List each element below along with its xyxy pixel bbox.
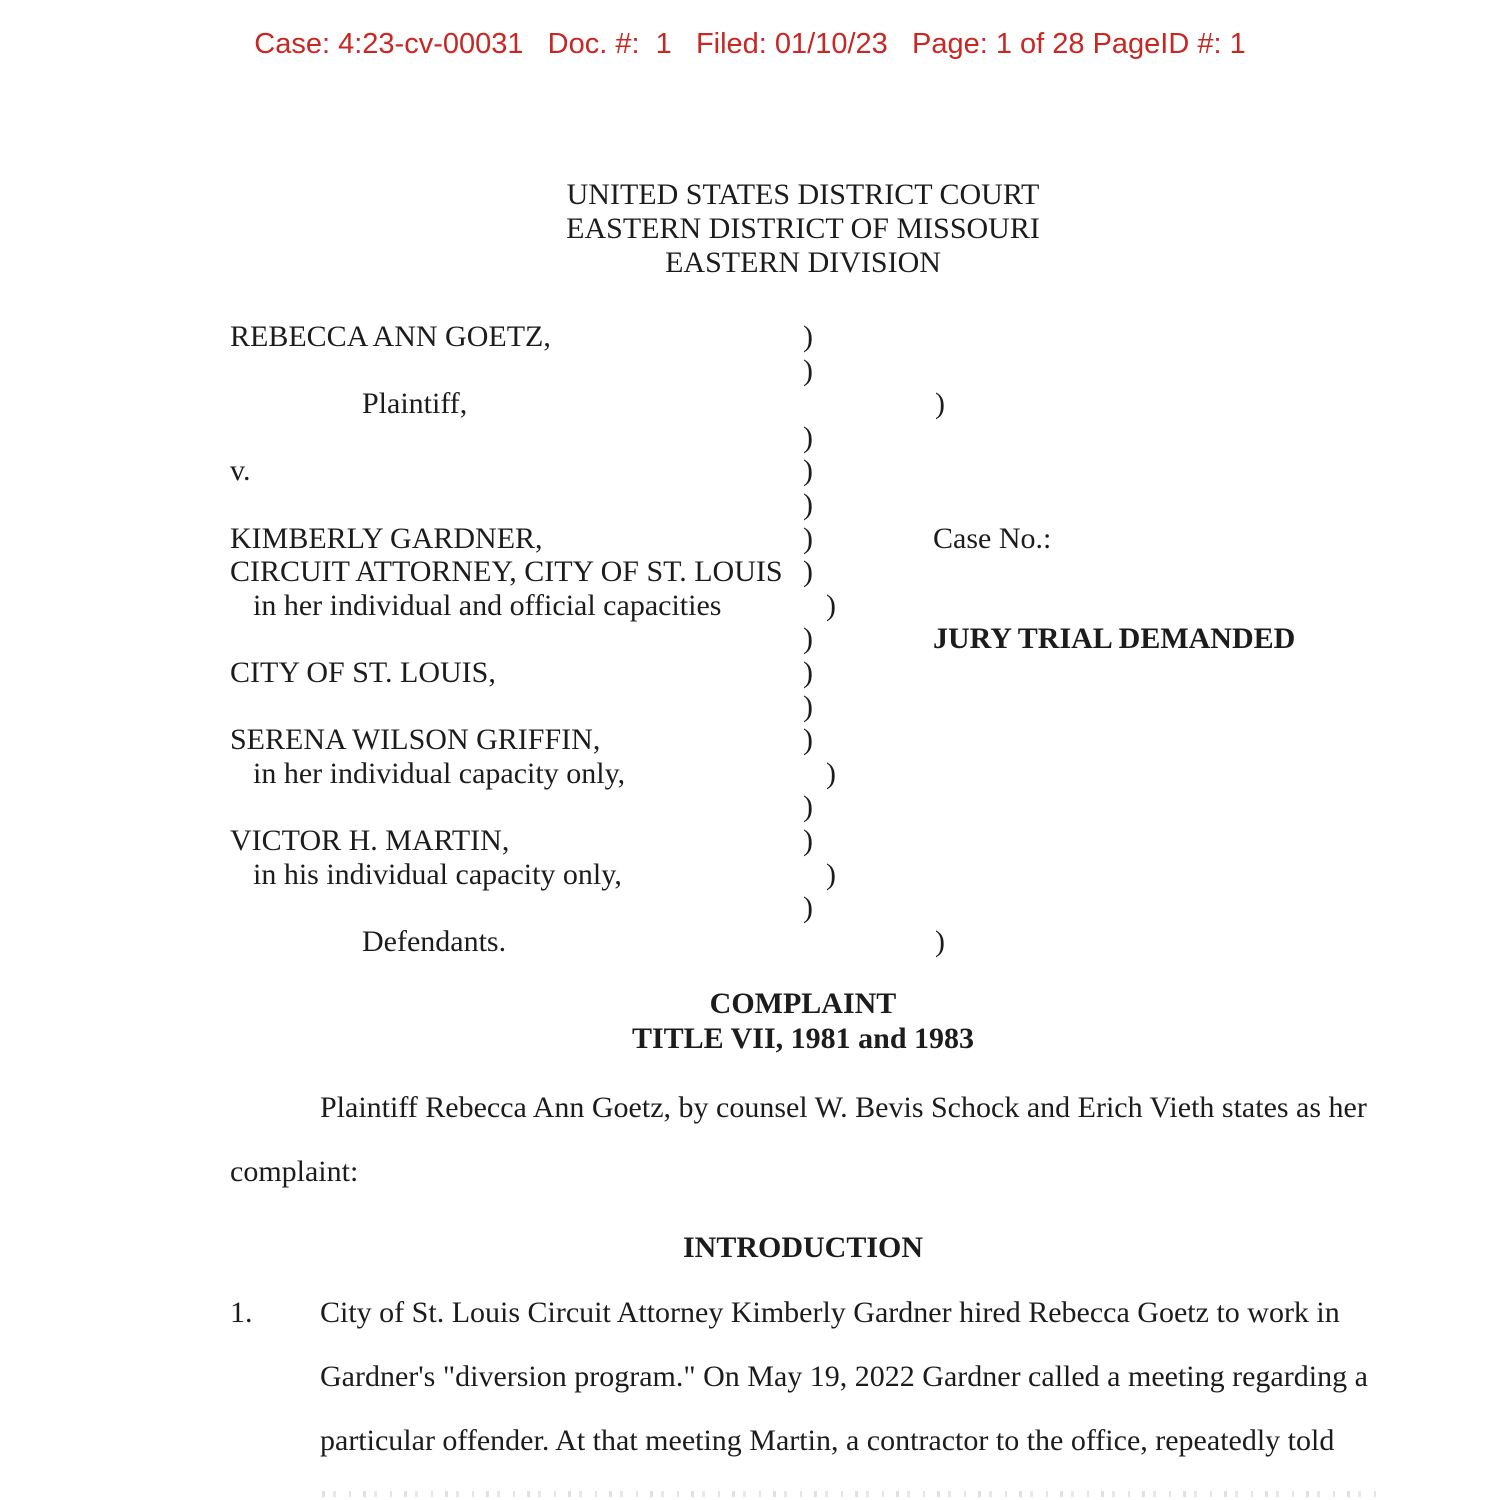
caption-paren: ) bbox=[803, 723, 813, 757]
caption-row bbox=[230, 891, 1470, 925]
party-text bbox=[230, 690, 803, 724]
party-text: KIMBERLY GARDNER, bbox=[230, 521, 543, 555]
caption-paren: ) bbox=[803, 353, 813, 387]
party-text: in her individual and official capacities bbox=[253, 588, 722, 622]
case-caption bbox=[230, 320, 1470, 958]
caption-paren: ) bbox=[803, 320, 813, 353]
party-text: in his individual capacity only, bbox=[253, 857, 622, 891]
paragraph-text: Gardner's "diversion program." On May 19, 2022 Gardner called a meeting regarding a bbox=[320, 1360, 1368, 1393]
paragraph-line bbox=[230, 1425, 1410, 1489]
caption-paren: ) bbox=[803, 454, 813, 488]
court-heading-line: UNITED STATES DISTRICT COURT bbox=[566, 178, 1040, 211]
caption-row bbox=[230, 690, 1470, 724]
caption-row bbox=[230, 723, 1470, 757]
caption-row bbox=[230, 925, 1470, 959]
party-text: CITY OF ST. LOUIS, bbox=[230, 655, 496, 689]
party-text: Plaintiff, bbox=[362, 387, 468, 421]
intro-paragraph bbox=[230, 1092, 1410, 1220]
intro-line: complaint: bbox=[230, 1155, 359, 1188]
case-no-label: Case No.: bbox=[933, 521, 1052, 555]
party-text: Defendants. bbox=[362, 924, 507, 958]
caption-paren: ) bbox=[803, 655, 813, 689]
caption-row bbox=[230, 387, 1470, 421]
caption-paren: ) bbox=[803, 790, 813, 824]
complaint-title-line: COMPLAINT bbox=[709, 987, 897, 1020]
caption-row bbox=[230, 824, 1470, 858]
caption-row bbox=[230, 421, 1470, 455]
caption-paren: ) bbox=[803, 555, 813, 589]
court-heading-line: EASTERN DIVISION bbox=[665, 246, 941, 279]
caption-row bbox=[230, 522, 1470, 556]
party-text: in her individual capacity only, bbox=[253, 756, 626, 790]
party-text: v. bbox=[230, 454, 251, 488]
party-text: REBECCA ANN GOETZ, bbox=[230, 320, 551, 353]
court-heading-line: EASTERN DISTRICT OF MISSOURI bbox=[566, 212, 1040, 245]
jury-demand-label: JURY TRIAL DEMANDED bbox=[933, 622, 1296, 656]
paragraph-1 bbox=[230, 1297, 1410, 1489]
party-text: VICTOR H. MARTIN, bbox=[230, 823, 510, 857]
intro-line: Plaintiff Rebecca Ann Goetz, by counsel W. Bevis Schock and Erich Vieth states as her bbox=[320, 1091, 1367, 1124]
introduction-heading: INTRODUCTION bbox=[682, 1231, 924, 1264]
paragraph-number: 1. bbox=[230, 1296, 253, 1329]
party-text bbox=[230, 421, 803, 455]
court-heading bbox=[230, 178, 1376, 280]
caption-paren: ) bbox=[803, 689, 813, 723]
ecf-filing-stamp: Case: 4:23-cv-00031 Doc. #: 1 Filed: 01/10/23 Page: 1 of 28 PageID #: 1 bbox=[254, 28, 1246, 60]
caption-paren: ) bbox=[803, 891, 813, 925]
paragraph-line bbox=[230, 1297, 1410, 1361]
complaint-title-line: TITLE VII, 1981 and 1983 bbox=[631, 1022, 975, 1055]
caption-row bbox=[230, 488, 1470, 522]
caption-paren: ) bbox=[826, 857, 836, 891]
caption-paren: ) bbox=[803, 487, 813, 521]
caption-row bbox=[230, 790, 1470, 824]
party-text: SERENA WILSON GRIFFIN, bbox=[230, 723, 601, 757]
caption-row bbox=[230, 656, 1470, 690]
caption-row bbox=[230, 454, 1470, 488]
party-text bbox=[230, 354, 803, 388]
complaint-title bbox=[230, 986, 1376, 1056]
party-text bbox=[230, 622, 803, 656]
party-text bbox=[230, 488, 803, 522]
caption-paren: ) bbox=[826, 756, 836, 790]
caption-row bbox=[230, 622, 1470, 656]
caption-paren: ) bbox=[826, 588, 836, 622]
caption-paren: ) bbox=[803, 420, 813, 454]
paragraph-line bbox=[230, 1361, 1410, 1425]
caption-row bbox=[230, 858, 1470, 892]
party-text: CIRCUIT ATTORNEY, CITY OF ST. LOUIS bbox=[230, 555, 783, 589]
party-text bbox=[230, 790, 803, 824]
caption-row bbox=[230, 589, 1470, 623]
caption-row bbox=[230, 354, 1470, 388]
caption-paren: ) bbox=[803, 823, 813, 857]
paragraph-text: City of St. Louis Circuit Attorney Kimberly Gardner hired Rebecca Goetz to work in bbox=[320, 1296, 1340, 1329]
clipped-text-line bbox=[322, 1491, 1380, 1497]
paragraph-text: particular offender. At that meeting Martin, a contractor to the office, repeatedly told bbox=[320, 1424, 1335, 1457]
party-text bbox=[230, 891, 803, 925]
caption-paren: ) bbox=[935, 387, 945, 421]
caption-paren: ) bbox=[803, 622, 813, 656]
caption-row bbox=[230, 320, 1470, 354]
caption-row bbox=[230, 555, 1470, 589]
caption-row bbox=[230, 757, 1470, 791]
caption-paren: ) bbox=[803, 521, 813, 555]
caption-paren: ) bbox=[935, 924, 945, 958]
